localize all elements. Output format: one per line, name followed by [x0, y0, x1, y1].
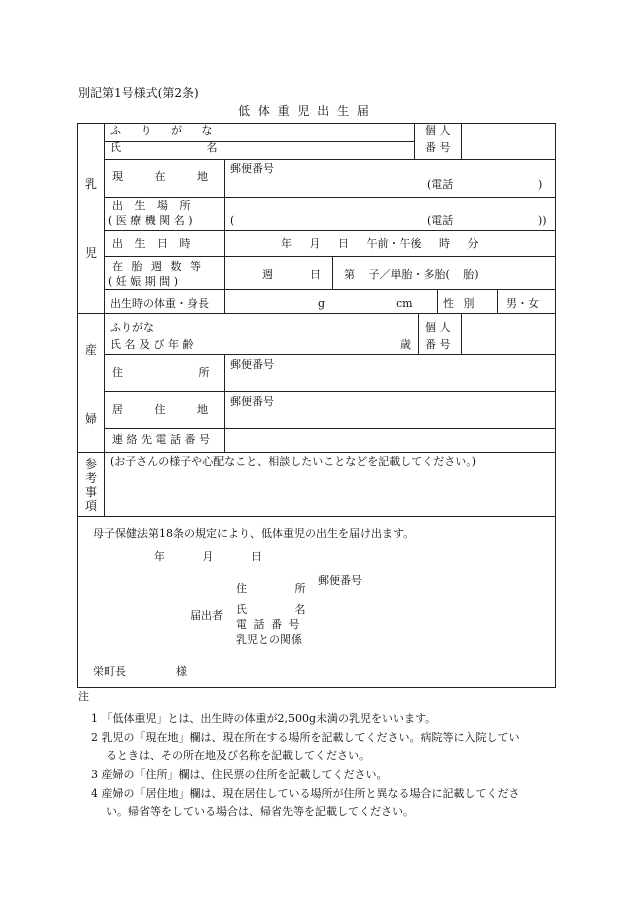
birthdate-label: 出 生 日 時: [112, 237, 191, 250]
mother-address-postal: 郵便番号: [230, 358, 274, 371]
weight-unit: g: [318, 297, 326, 310]
notifier-postal-label: 郵便番号: [318, 574, 362, 587]
declaration-statement: 母子保健法第18条の規定により、低体重児の出生を届け出ます。: [93, 527, 415, 540]
notifier-phone-label: 電 話 番 号: [236, 618, 300, 631]
mother-phone-label: 連 絡 先 電 話 番 号: [112, 433, 210, 446]
infant-phone-close: ): [538, 178, 543, 191]
birthplace-phone-open: (電話: [427, 214, 454, 227]
gestation-birth-order: 第 子／単胎・多胎( 胎): [344, 268, 479, 281]
height-unit: cm: [396, 297, 413, 310]
birthplace-label-2: ( 医 療 機 関 名 ): [108, 214, 193, 227]
mother-section-label-2: 婦: [84, 412, 97, 426]
gestation-label-1: 在 胎 週 数 等: [112, 260, 201, 273]
recipient: 栄町長: [93, 665, 126, 678]
gestation-label-2: ( 妊 娠 期 間 ): [108, 275, 179, 288]
infant-address-label: 現 在 地: [112, 170, 208, 183]
mother-name-label-2: 氏 名 及 び 年 齢: [110, 338, 194, 351]
infant-phone-open: (電話: [427, 178, 454, 191]
mother-section-label-1: 産: [84, 343, 97, 357]
infant-postal-label: 郵便番号: [230, 162, 274, 175]
notifier-address-label: 住 所: [236, 582, 306, 595]
mother-age-unit: 歳: [400, 338, 411, 351]
mother-name-label-1: ふりがな: [110, 321, 154, 334]
remarks-label-2: 考: [84, 471, 97, 485]
gestation-day: 日: [310, 268, 321, 281]
gestation-week: 週: [262, 268, 273, 281]
note-item: 3 産婦の「住所」欄は、住民票の住所を記載してください。: [91, 768, 388, 781]
page-title: 低 体 重 児 出 生 届: [238, 104, 371, 118]
notifier-label: 届出者: [190, 609, 223, 622]
infant-furigana-label: ふ り が な: [110, 124, 221, 137]
mother-residence-label: 居 住 地: [112, 403, 208, 416]
mother-kojin-label-1: 個 人: [425, 321, 451, 334]
infant-kojin-label-1: 個 人: [425, 124, 451, 137]
remarks-instructions: (お子さんの様子や心配なこと、相談したいことなどを記載してください。): [110, 455, 477, 468]
notifier-relation-label: 乳児との関係: [236, 633, 302, 646]
birthdate-value: 年 月 日 午前・午後 時 分: [281, 237, 479, 250]
note-item: 2 乳児の「現在地」欄は、現在所在する場所を記載してください。病院等に入院してい: [91, 731, 520, 744]
notifier-name-label: 氏 名: [236, 603, 306, 616]
form-id: 別記第1号様式(第2条): [78, 86, 199, 100]
mother-kojin-label-2: 番 号: [425, 338, 451, 351]
infant-name-label: 氏 名: [110, 141, 218, 154]
remarks-label-4: 項: [84, 499, 97, 513]
note-item: い。帰省等をしている場合は、帰省先等を記載してください。: [106, 805, 414, 818]
declaration-date: 年 月 日: [154, 550, 262, 563]
infant-section-label-1: 乳: [84, 177, 97, 191]
note-item: 1 「低体重児」とは、出生時の体重が2,500g未満の乳児をいいます。: [91, 712, 437, 725]
remarks-label-1: 参: [84, 457, 97, 471]
sex-label: 性 別: [443, 297, 475, 310]
infant-section-label-2: 児: [84, 246, 97, 260]
mother-address-label: 住 所: [112, 366, 210, 379]
recipient-honorific: 様: [176, 665, 187, 678]
weight-label: 出生時の体重・身長: [110, 297, 209, 310]
infant-kojin-label-2: 番 号: [425, 141, 451, 154]
birthplace-phone-close: )): [538, 214, 547, 227]
birthplace-paren-open: (: [230, 214, 235, 227]
note-item: るときは、その所在地及び名称を記載してください。: [106, 749, 370, 762]
mother-residence-postal: 郵便番号: [230, 395, 274, 408]
birthplace-label-1: 出 生 場 所: [112, 199, 191, 212]
sex-value: 男・女: [506, 297, 539, 310]
remarks-label-3: 事: [84, 485, 97, 499]
notes-heading: 注: [78, 690, 89, 703]
note-item: 4 産婦の「居住地」欄は、現在居住している場所が住所と異なる場合に記載してくださ: [91, 787, 520, 800]
